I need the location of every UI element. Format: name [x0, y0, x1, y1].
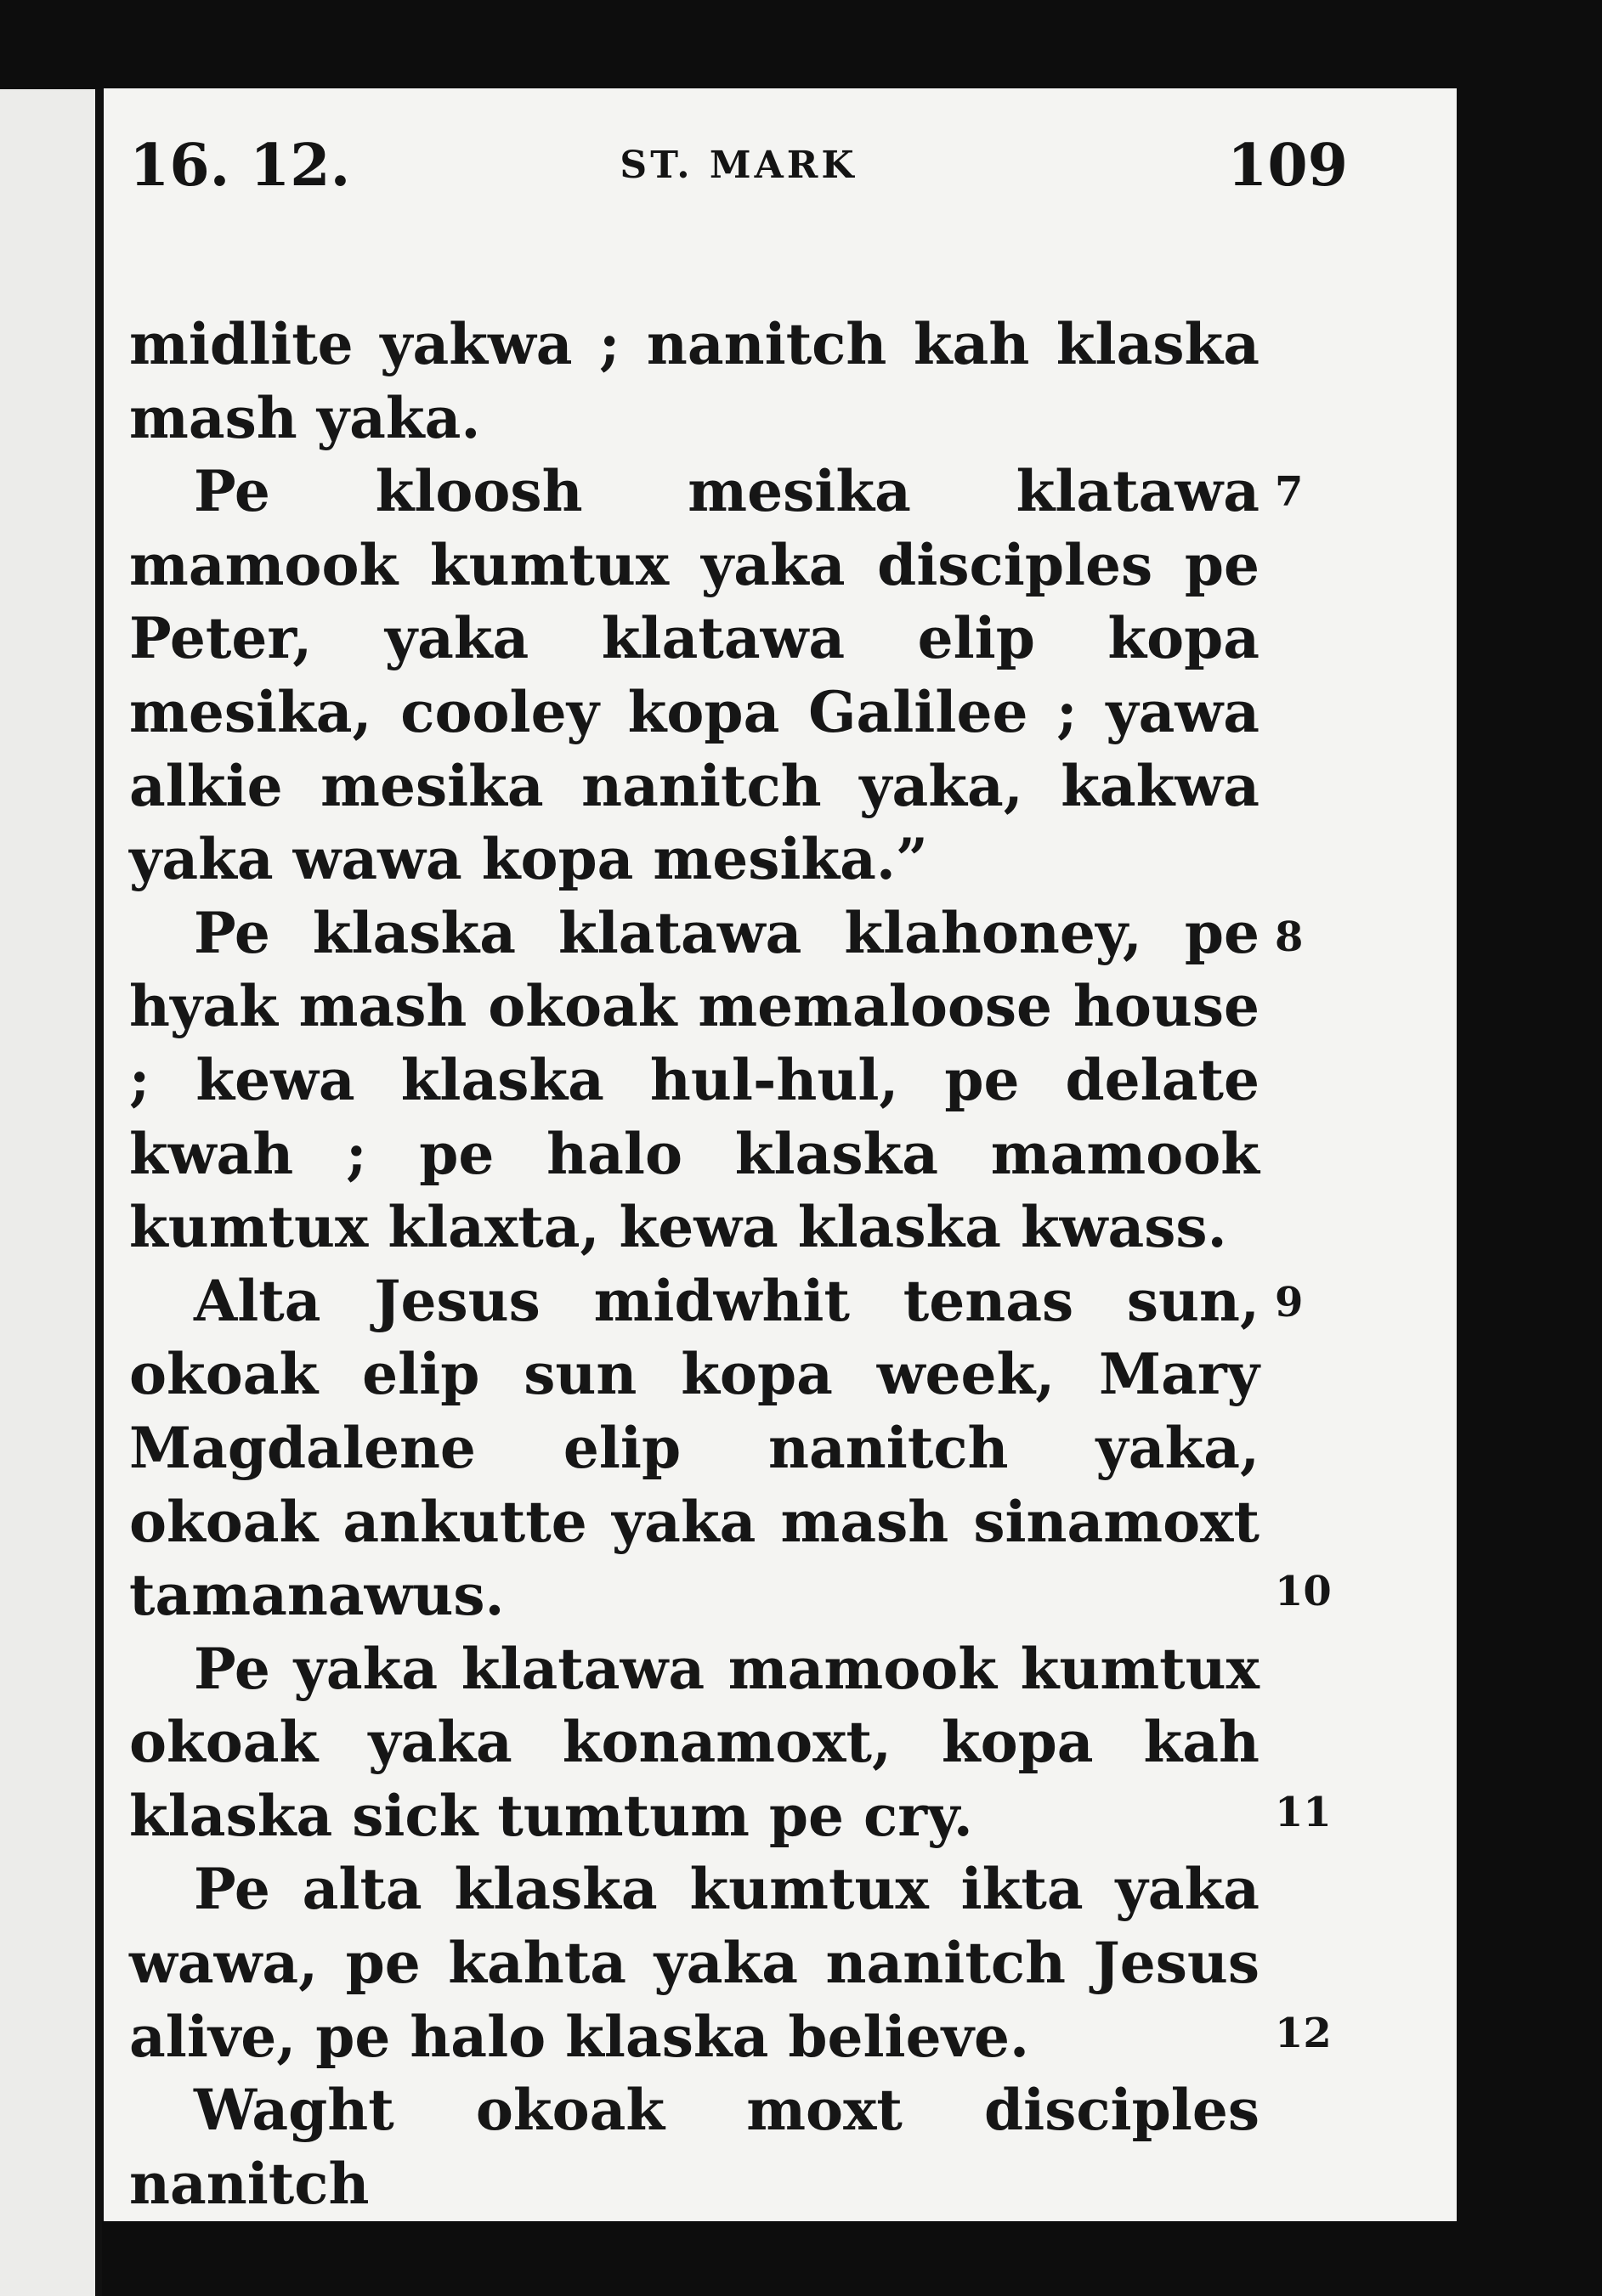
- verse-number-8: 8: [1275, 913, 1304, 961]
- running-head: [129, 119, 1348, 212]
- paragraph-verse-9: Alta Jesus midwhit tenas sun, okoak elip sun kopa week, Mary Magdalene elip nanitch yaka, okoak ankutte yaka mash sinamoxt tamanawus.: [129, 1267, 1260, 1629]
- paragraph-verse-7: Pe kloosh mesika klatawa mamook kumtux yaka disciples pe Peter, yaka klatawa elip kopa mesika, cooley kopa Galilee ; yawa alkie mesika nanitch yaka, kakwa yaka wawa kopa mesika.”: [129, 458, 1260, 893]
- paragraph-verse-10: Pe yaka klatawa mamook kumtux okoak yaka konamoxt, kopa kah klaska sick tumtum pe cry.: [129, 1635, 1260, 1849]
- paragraph-verse-12: Waght okoak moxt disciples nanitch: [129, 2077, 1260, 2217]
- book-title: ST. MARK: [620, 144, 858, 187]
- verse-number-12: 12: [1275, 2010, 1332, 2057]
- scripture-text: [129, 308, 1260, 2220]
- binding-rule: [95, 89, 102, 2296]
- paragraph-continuation: midlite yakwa ; nanitch kah klaska mash yaka.: [129, 311, 1260, 451]
- verse-number-10: 10: [1275, 1568, 1332, 1615]
- verse-number-9: 9: [1275, 1279, 1304, 1326]
- page-number: 109: [1227, 132, 1348, 200]
- paragraph-verse-11: Pe alta klaska kumtux ikta yaka wawa, pe kahta yaka nanitch Jesus alive, pe halo klaska believe.: [129, 1856, 1260, 2070]
- verse-number-7: 7: [1275, 468, 1304, 516]
- paragraph-verse-8: Pe klaska klatawa klahoney, pe hyak mash okoak memaloose house ; kewa klaska hul-hul, pe delate kwah ; pe halo klaska mamook kumtux klaxta, kewa klaska kwass.: [129, 899, 1260, 1261]
- left-margin: [0, 89, 100, 2296]
- verse-number-11: 11: [1275, 1789, 1332, 1836]
- chapter-verse-ref: 16. 12.: [129, 132, 351, 200]
